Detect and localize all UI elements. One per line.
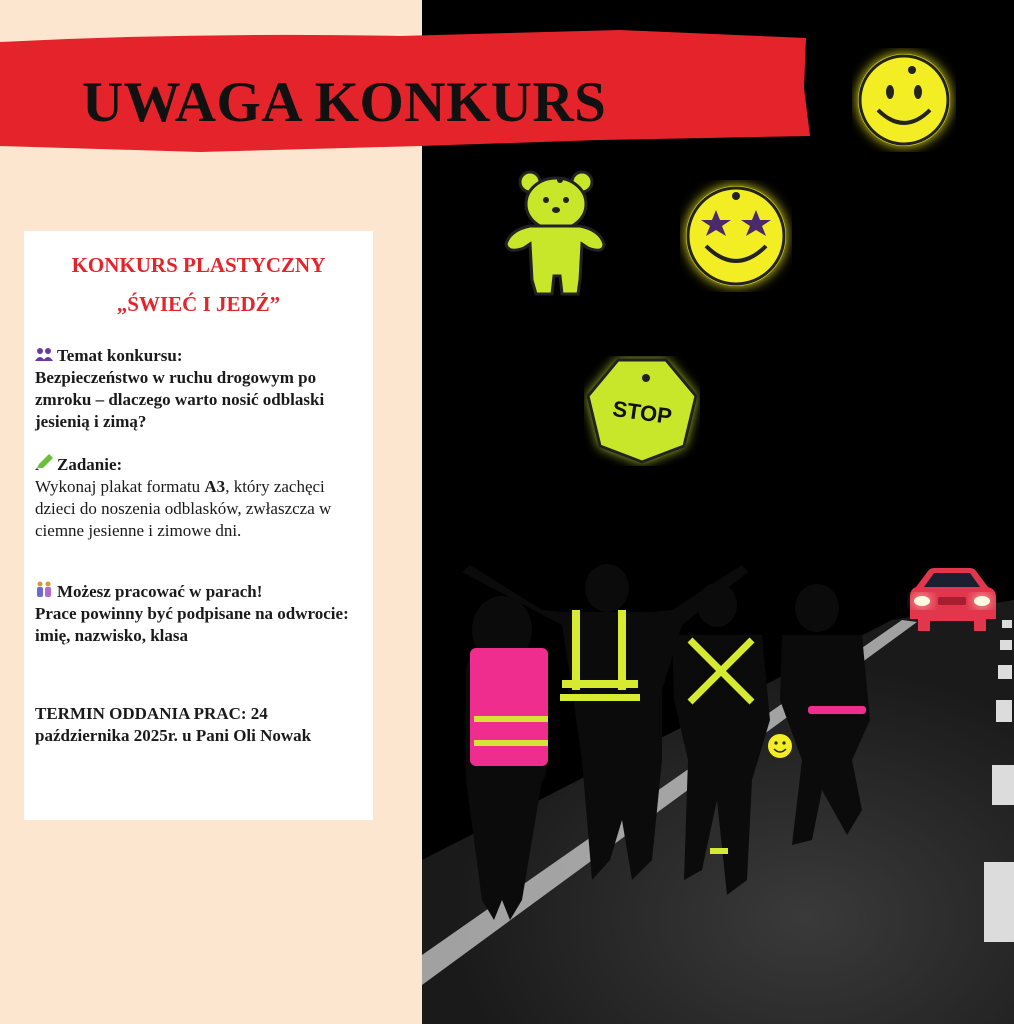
star-eyes-reflector-icon — [680, 180, 792, 292]
task-format: A3 — [204, 477, 226, 496]
task-heading: Zadanie: — [57, 455, 123, 474]
couple-icon — [35, 581, 57, 603]
task-text-after: , który zachęci dzieci do noszenia odblasków, zwłaszcza w ciemne jesienne i zimowe dni. — [35, 477, 332, 540]
task-section — [35, 454, 365, 542]
pairs-heading: Możesz pracować w parach! — [57, 582, 263, 601]
pink-vest — [470, 648, 548, 766]
banner-title: UWAGA KONKURS — [82, 71, 607, 134]
contest-info-card — [24, 231, 373, 820]
people-icon — [35, 345, 57, 367]
pairs-text: Prace powinny być podpisane na odwrocie: imię, nazwisko, klasa — [35, 604, 349, 645]
card-title-line1: KONKURS PLASTYCZNY — [71, 253, 326, 277]
deadline-text: TERMIN ODDANIA PRAC: 24 października 2025r. u Pani Oli Nowak — [35, 704, 312, 745]
deadline-section — [35, 703, 365, 747]
bear-reflector-icon — [500, 170, 610, 300]
pink-belt — [808, 706, 866, 714]
task-text-before: Wykonaj plakat formatu — [35, 477, 205, 496]
smiley-reflector-icon — [852, 48, 956, 152]
pairs-section — [35, 581, 365, 647]
stop-reflector-icon — [584, 356, 700, 466]
pencil-icon — [35, 454, 57, 476]
card-title-line2: „ŚWIEĆ I JEDŹ” — [116, 292, 281, 316]
topic-section — [35, 345, 365, 433]
topic-heading: Temat konkursu: — [57, 346, 183, 365]
topic-text: Bezpieczeństwo w ruchu drogowym po zmroku – dlaczego warto nosić odblaski jesienią i zimą? — [35, 368, 325, 431]
stop-sign-text: STOP — [611, 395, 674, 430]
small-smiley-reflector — [768, 734, 792, 758]
night-road-illustration — [422, 0, 1014, 1024]
